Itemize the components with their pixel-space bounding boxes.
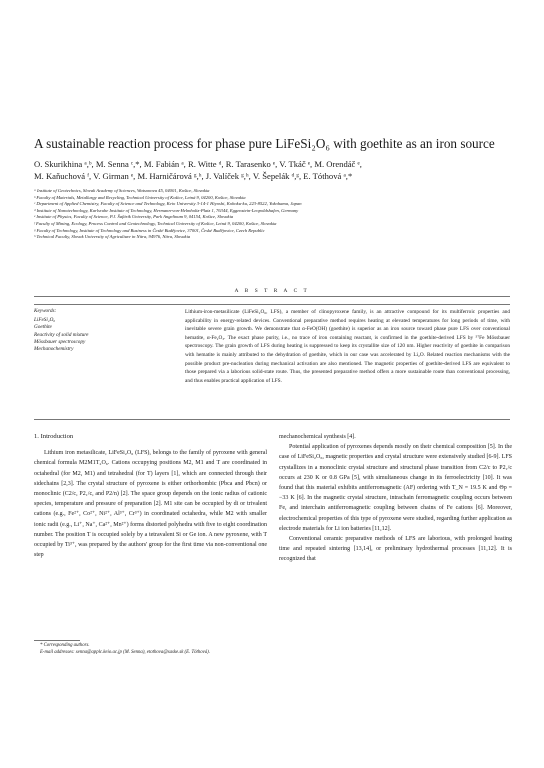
keyword: LiFeSi₂O₆ — [34, 317, 56, 324]
affiliation: ᶠ Faculty of Mining, Ecology, Process Control and Geotechnology, Technical University of Košice, Letná 9, 04200, Košice, Slovakia — [34, 220, 277, 226]
abstract-top-rule — [34, 296, 510, 297]
author-line: M. Kaňuchová ᶠ, V. Girman ᵉ, M. Harničárová ᵍ,ʰ, J. Valíček ᵍ,ʰ, V. Šepelák ᵈ,ᵍ, E. Tóthová ᵃ,* — [34, 171, 353, 181]
affiliation: ᵇ Faculty of Materials, Metallurgy and Recycling, Technical University of Košice, Letná 9, 04200, Košice, Slovakia — [34, 194, 246, 200]
email-note: E-mail addresses: senna@applc.keio.ac.jp (M. Senna), etothova@saske.sk (E. Tóthová). — [40, 650, 210, 656]
paragraph: Potential application of pyroxenes depends mostly on their chemical composition [5]. In the case of LiFeSi₂O₆, magnetic properties and crystal structure were extensively studied [6-9]. LFS crystallizes in a monoclinic crystal structure and structural phase transition from C2/c to P2₁/c occurs at 230 K or 0.8 GPa [5], with simultaneous change in its ferroelectricity [10]. It was found that this material exhibits antiferromagnetic (AF) ordering with T_N = 19.5 K and Θp = −33 K [6]. In the magnetic crystal structure, intrachain ferromagnetic coupling occurs between Fe, and interchain antiferromagnetic coupling between chains of Fe cations [6]. Moreover, electrochemical properties of this type of pyroxene were studied, regarding further application as electrode materials for Li ion batteries [11,12]. — [279, 444, 512, 532]
body-column-left — [34, 432, 267, 560]
section-heading: 1. Introduction — [34, 433, 74, 440]
article-page — [34, 136, 512, 656]
paragraph: mechanochemical synthesis [4]. — [279, 434, 356, 440]
paragraph: Lithium iron metasilicate, LiFeSi₂O₆ (LFS), belongs to the family of pyroxene with general chemical formula M2M1T₂O₆. Cations occupying positions M2, M1 and T are coordinated in octahedral (for M2, M1) and tetrahedral (for T) layers [1], which are connected through their sidechains [2,3]. The crystal structure of pyroxene is either orthorhombic (Pbca and Pbcn) or monoclinic (C2/c, P2₁/c, and P2/n) [2]. The space group depends on the ionic radius of cationic species, temperature and pressure of preparation [2]. M1 site can be occupied by di or trivalent cations (e.g., Fe²⁺, Co²⁺, Ni²⁺, Al³⁺, Cr³⁺) in coordinated octahedra, while M2 with smaller ionic radii (e.g., Li⁺, Na⁺, Ca²⁺, Mn²⁺) forms distorted polyhedra with five to eight coordination number. The position T is occupied solely by a tetravalent Si or Ge ion. A new pyroxene, with T occupied by Ti³⁺, was prepared by the authors' group for the first time via non-conventional one step — [34, 450, 267, 559]
affiliation: ᵍ Faculty of Technology, Institute of Technology and Business in České Budějovice, 37001, České Budějovice, Czech Republic — [34, 227, 265, 233]
author-list — [34, 158, 510, 182]
keyword: Goethite — [34, 324, 52, 331]
keywords-title: Keywords: — [34, 308, 57, 314]
author-line: O. Skurikhina ᵃ,ᵇ, M. Senna ᶜ,*, M. Fabián ᵃ, R. Witte ᵈ, R. Tarasenko ᵉ, V. Tkáč ᵉ, M. Orendáč ᵉ, — [34, 159, 362, 169]
affiliation: ᵉ Institute of Physics, Faculty of Science, P.J. Šafárik University, Park Angelinum 9, 04154, Košice, Slovakia — [34, 214, 234, 220]
affiliation-list — [34, 188, 510, 241]
article-title: A sustainable reaction process for phase pure LiFeSi₂O₆ with goethite as an iron source — [34, 136, 495, 151]
keyword: Mechanochemistry — [34, 346, 74, 353]
body-column-right — [279, 432, 512, 565]
affiliation: ᵈ Institute of Nanotechnology, Karlsruhe Institute of Technology, Hermann-von-Helmholtz-Platz 1, 76344, Eggenstein-Leopoldshafen, Germany — [34, 207, 299, 213]
footnote-rule — [34, 640, 80, 641]
abstract-bottom-rule — [34, 419, 510, 420]
corresponding-note: * Corresponding authors. — [40, 643, 90, 648]
abstract-heading: A B S T R A C T — [234, 288, 310, 294]
abstract-text: Lithium-iron-metasilicate (LiFeSi₂O₆, LFS), a member of clinopyroxene family, is an attractive compound for its multiferroic properties and applicability in energy-related devices. Conventional preparative method requires heating at elevated temperatures for long periods of time, with inevitable severe grain growth. We demonstrate that α-FeO(OH) (goethite) is superior as an iron source toward phase pure LFS over conventional hematite, α-Fe₂O₃. The exact phase purity, i.e., no trace of iron containing reactant, is confirmed in the goethite-derived LFS by ⁵⁷Fe Mössbauer spectroscopy. The grain growth of LFS during heating is suppressed to keep its crystallite size of 120 nm. Higher reactivity of goethite in comparison with hematite is mainly attributed to the dehydration of goethite, which in our case was accelerated by Li₂O. Related reaction mechanisms with the possible product pre-nucleation during mechanical activation are also mentioned. The magnetic properties of goethite-derived LFS are equivalent to those prepared via a laborious solid-state route. Thus, the presented preparative method offers a more sustainable route than conventional processing, and thus enables practical application of LFS. — [185, 309, 510, 384]
keyword: Reactivity of solid mixture — [34, 331, 89, 338]
keywords-block — [34, 308, 154, 353]
footnote — [34, 642, 334, 657]
keyword: Mössbauer spectroscopy — [34, 338, 86, 345]
paragraph: Conventional ceramic preparative methods of LFS are laborious, with prolonged heating time and repeated sintering [13,14], or preliminary hydrothermal processes [11,12]. It is recognized that — [279, 536, 512, 563]
affiliation: ᶜ Department of Applied Chemistry, Faculty of Science and Technology, Keio University 3-14-1 Hiyoshi, Kohoku-ku, 223-8522, Yokohama, Japan — [34, 201, 302, 207]
affiliation: ᵃ Institute of Geotechnics, Slovak Academy of Sciences, Watsonova 45, 04001, Košice, Slovakia — [34, 188, 210, 193]
abstract-inner-rule — [34, 304, 510, 305]
affiliation: ʰ Technical Faculty, Slovak University of Agriculture in Nitra, 94976, Nitra, Slovakia — [34, 234, 191, 240]
